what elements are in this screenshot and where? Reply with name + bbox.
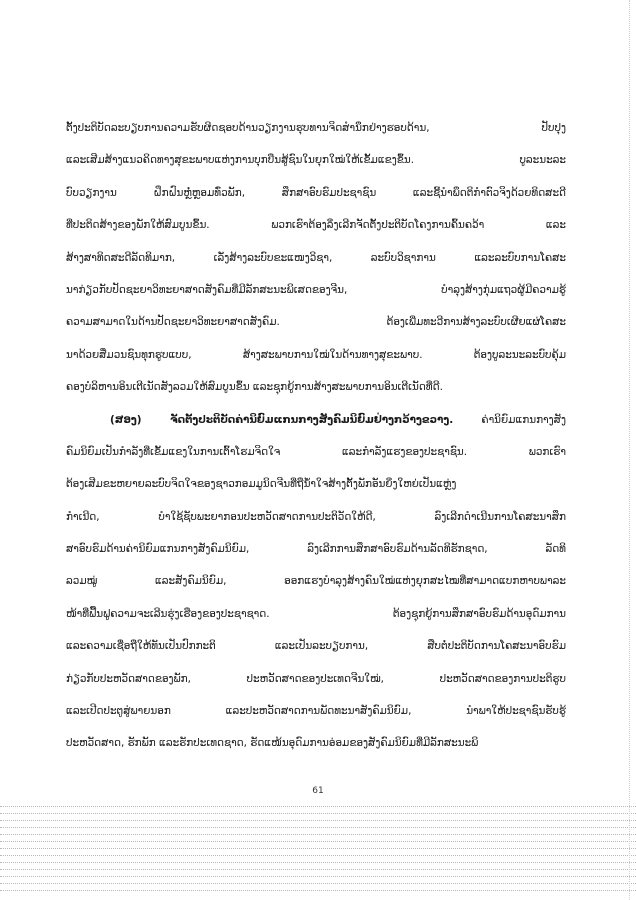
dotted-rule bbox=[0, 806, 636, 807]
text-line: ໜ້າທີ່ຟື້ນຟູຄວາມຈະເລີນຮຸ່ງເຮືອງຂອງປະຊາຊາດ. ຕ້ອງຊຸກຍູ້ການສຶກສາອົບຮົມດ້ານອຸດົມການ bbox=[66, 607, 566, 620]
dotted-rule bbox=[0, 813, 636, 814]
dotted-rule bbox=[0, 883, 636, 884]
dotted-rule bbox=[0, 862, 636, 863]
text-line: ຕັ້ງປະຕິບັດລະບຽບການຄວາມຮັບຜິດຊອບດ້ານວຽກງານຮຸບທານຈິດສຳນຶກຢ່າງຮອບດ້ານ, ປັບປຸງ bbox=[66, 122, 566, 134]
section-heading: (ສອງ) ຈັດຕັ້ງປະຕິບັດຄ່ານິຍົມແກນກາງສັງຄົມນິຍົມຢ່າງກວ້າງຂວາງ. bbox=[110, 413, 454, 426]
body-text bbox=[66, 112, 566, 760]
text-line: ແລະເສີມສ້າງແນວຄິດທາງສຸຂະພາບແຫ່ງການບຸກບືນສູ້ຊົນໃນຍຸກໃໝ່ໃຫ້ເຂັ້ມແຂງຂຶ້ນ. ບູລະນະລະ bbox=[66, 154, 566, 167]
dotted-rule bbox=[0, 827, 636, 828]
section-heading-line bbox=[66, 404, 566, 436]
dotted-rule bbox=[0, 869, 636, 870]
text-line: ທີ່ປະຕິດສ້າງຂອງພັກໃຫ້ສົມບູນຂຶ້ນ. ພວກເຮົາຕ້ອງລິ່ງເລີກຈັດຕັ້ງປະຕິບັດໂຄງການຄົ້ນຄວ້າ ແລະ bbox=[66, 219, 566, 232]
text-line: ແລະເປີດປະຕູສູ່ພາຍນອກ ແລະປະຫວັດສາດການພັດທະນາສັງຄົມນິຍົມ, ນຳພາໃຫ້ປະຊາຊົນຮັບຮູ້ bbox=[66, 705, 566, 718]
text-line: ກ່ຽວກັບປະຫວັດສາດຂອງພັກ, ປະຫວັດສາດຂອງປະເທດຈີນໃໝ່, ປະຫວັດສາດຂອງການປະຕິຮູບ bbox=[66, 672, 566, 685]
page-number: 61 bbox=[312, 786, 324, 796]
page-edge bbox=[629, 0, 636, 900]
dotted-rule bbox=[0, 876, 636, 877]
dotted-rule bbox=[0, 890, 636, 891]
text-line: ສາອົບຮົມດ້ານຄ່ານິຍົມແກນກາງສັງຄົມນິຍົມ, ລົງເລີກການສຶກສາອົບຮົມດ້ານລັດທິຮັກຊາດ, ລັດທິ bbox=[66, 543, 566, 556]
dotted-rule bbox=[0, 855, 636, 856]
text-line: ຄົມນິຍົມເປັນກຳລັງທີ່ເຂັ້ມແຂງໃນການເຕົ້າໂຮມຈິດໃຈ ແລະກຳລັງແຮງຂອງປະຊາຊົນ. ພວກເຮົາ bbox=[66, 445, 566, 458]
text-line: ສ້າງສາທິດສະດີລັດທິມາກ, ເລັ່ງສ້າງລະບົບຂະແໜງວິຊາ, ລະບົບວິຊາການ ແລະລະບົບການໂຄສະ bbox=[66, 251, 566, 264]
text-line: ແລະຄວາມເຊື່ອຖືໃຫ້ທັນເປັນປົກກະຕິ ແລະເປັນລະບຽບການ, ສືບຕໍ່ປະຕິບັດການໂຄສະນາອົບຮົມ bbox=[66, 640, 566, 653]
dotted-rules bbox=[0, 806, 636, 900]
text-line: ຕ້ອງເສີມຂະຫຍາຍລະບົບຈິດໃຈຂອງຊາວກອມມູນິດຈີນທີ່ຖືນ້ຳໃຈສ້າງຕັ້ງພັກອັນຍິ່ງໃຫຍ່ເປັນແຫຼ່ງ bbox=[66, 478, 457, 491]
text-line: ບົບວຽກງານ ຝຶກຝົນຫຼໍ່ຫຼອມທົ່ວພັກ, ສຶກສາອົບຮົມປະຊາຊົນ ແລະຊີ້ນໍາພຶດຕິກຳຕົວຈິງດ້ວຍທິດສະດີ bbox=[66, 186, 566, 199]
text-line: ກຳເນີດ, ບຳໃຊ້ຊັບພະຍາກອນປະຫວັດສາດການປະຕິວັດໃຫ້ດີ, ລົງເລີກດຳເນີນການໂຄສະນາສຶກ bbox=[66, 510, 566, 523]
dotted-rule bbox=[0, 834, 636, 835]
text-line: ຄວາມສາມາດໃນດ້ານປັດຊະຍາວິທະຍາສາດສັງຄົມ. ຕ້ອງເພີ່ມທະວີການສ້າງລະບົບເຜີຍແຜ່ໂຄສະ bbox=[66, 316, 566, 329]
dotted-rule bbox=[0, 820, 636, 821]
text-line: ນາກ່ຽວກັບປັດຊະຍາວິທະຍາສາດສັງຄົມທີ່ມີລັກສະນະພິເສດຂອງຈີນ, ບຳລຸງສ້າງກຸ່ມແຖວຜູ້ມີຄວາມຮູ້ bbox=[66, 283, 566, 296]
text-line: ນາດ້ວຍສື່ມວນຊົນທຸກຮູບແບບ, ສ້າງສະພາບການໃໝ່ໃນດ້ານທາງສຸຂະພາບ. ຕ້ອງບູລະນະລະບົບຄຸ້ມ bbox=[66, 348, 566, 361]
heading-continuation: ຄ່ານິຍົມແກນກາງສັງ bbox=[453, 413, 566, 426]
text-line: ຄອງບໍລິຫານອິນເຕີເນັດສັງລວມໃຫ້ສົມບູນຂຶ້ນ ແລະຊຸກຍູ້ການສ້າງສະພາບການອິນເຕີເນັດທີ່ດີ. bbox=[66, 381, 443, 394]
dotted-rule bbox=[0, 848, 636, 849]
dotted-rule bbox=[0, 841, 636, 842]
text-line: ລວມໝູ່ ແລະສັງຄົມນິຍົມ, ອອກແຮງບໍາລຸງສ້າງຄົນໃໝ່ແຫ່ງຍຸກສະໄໝທີ່ສາມາດແບກຫາບພາລະ bbox=[66, 575, 566, 588]
text-line: ປະຫວັດສາດ, ຮັກພັກ ແລະຮັກປະເທດຊາດ, ຮັດແໜ້ນອຸດົມການອ່ອມຂອງສັງຄົມນິຍົມທີ່ມີລັກສະນະພິ bbox=[66, 737, 479, 750]
